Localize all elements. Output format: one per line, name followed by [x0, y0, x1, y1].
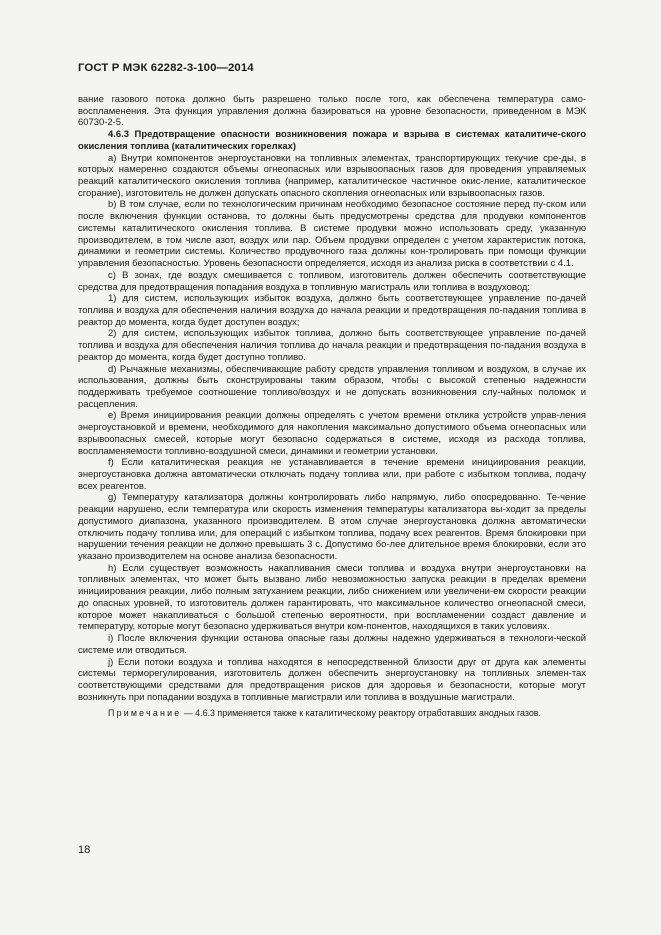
paragraph-g: g) Температуру катализатора должны контролировать либо напрямую, либо опосредованно. Те-чение реакции нарушено, если температура или скорость изменения температуры катализатора вы-ходит за пределы допустимого диапазона, указанного производителем. В этом случае энергоустановка должна автоматически отключить подачу топлива или, для операций с избытком топлива, подачу всех реагентов. Время блокировки при нарушении течения реакции не должно превышать 3 с. Допустимо бо-лее длительное время блокировки, если это указано производителем на основе анализа безопасности. — [78, 492, 586, 563]
document-body — [78, 94, 586, 720]
standard-header: ГОСТ Р МЭК 62282-3-100—2014 — [78, 62, 254, 74]
paragraph-a: a) Внутри компонентов энергоустановки на топливных элементах, транспортирующих текучие сре-ды, в которых намеренно создаются объемы огнеопасных или взрывоопасных газов для проведения управляемых реакций каталитического окисления топлива (например, каталитическое частичное окис-ление, каталитическое сгорание), изготовитель не должен допускать опасного скопления огнеопасных или взрывоопасных газов. — [78, 152, 586, 199]
paragraph-c: c) В зонах, где воздух смешивается с топливом, изготовитель должен обеспечить соответствующие средства для предотвращения попадания воздуха в топливную магистраль или топлива в воздуховод: — [78, 269, 586, 293]
paragraph-h: h) Если существует возможность накапливания смеси топлива и воздуха внутри энергоустановки на топливных элементах, что может быть вызвано либо невозможностью запуска реакции в пределах времени инициирования реакции, либо полным затуханием реакции, либо снижением или увеличени-ем скорости реакции до опасных уровней, то изготовитель должен гарантировать, что максимальное количество огнеопасной смеси, которое может накапливаться с большой степенью вероятности, при воспламенении создаст давление и температуру, которые могут безопасно удерживаться внутри ком-понентов, находящихся в таких условиях. — [78, 562, 586, 633]
paragraph-j: j) Если потоки воздуха и топлива находятся в непосредственной близости друг от друга как элементы системы терморегулирования, изготовитель должен обеспечить энергоустановку на топливных элемен-тах соответствующими средствами для предотвращения рисков для здоровья и безопасности, которые могут возникнуть при попадании воздуха в топливные магистрали или топлива в воздушные магистрали. — [78, 656, 586, 703]
paragraph-f: f) Если каталитическая реакция не устанавливается в течение времени инициирования реакции, энергоустановка должна автоматически отключать подачу топлива или, при работе с избытком топлива, подачу всех реагентов. — [78, 457, 586, 492]
note-label: Примечание — [108, 708, 182, 719]
note-text: — 4.6.3 применяется также к каталитическому реактору отработавших анодных газов. — [181, 708, 541, 719]
paragraph-e: e) Время инициирования реакции должны определять с учетом времени отклика устройств управ-ления энергоустановкой и времени, необходимого для накопления максимально допустимого объема огнеопасных или взрывоопасных смесей, которые могут безопасно содержаться в системе, исходя из расхода топлива, воспламеняемости топливно-воздушной смеси, динамики и геометрии установки. — [78, 410, 586, 457]
paragraph-c2: 2) для систем, использующих избыток топлива, должно быть соответствующее управление по-дачей топлива и воздуха для обеспечения наличия топлива до начала реакции и предотвращения по-падания воздуха в реактор до момента, когда будет доступно топливо. — [78, 328, 586, 363]
note — [78, 708, 586, 720]
section-heading: 4.6.3 Предотвращение опасности возникновения пожара и взрыва в системах каталитиче-ского окисления топлива (каталитических горелках) — [78, 129, 586, 152]
paragraph-d: d) Рычажные механизмы, обеспечивающие работу средств управления топливом и воздухом, в случае их использования, должны быть сконструированы таким образом, чтобы с высокой степенью надежности поддерживать требуемое соотношение топливо/воздух и не допускать возникновения слу-чайных поломок и расцепления. — [78, 363, 586, 410]
paragraph-i: i) После включения функции останова опасные газы должны надежно удерживаться в технологи-ческой системе или отводиться. — [78, 633, 586, 656]
paragraph-c1: 1) для систем, использующих избыток воздуха, должно быть соответствующее управление по-дачей топлива и воздуха для обеспечения наличия воздуха до начала реакции и предотвращения по-падания топлива в реактор до момента, когда будет доступен воздух; — [78, 293, 586, 328]
paragraph-b: b) В том случае, если по технологическим причинам необходимо безопасное состояние перед пу-ском или после включения функции останова, то должны быть предусмотрены средства для продувки компонентов системы каталитического окисления топлива. В системе продувки можно использовать среду, указанную производителем, в том числе азот, воздух или пар. Объем продувки определен с учетом характеристик потока, динамики и геометрии системы. Количество продувочного газа должны кон-тролировать при помощи функции управления безопасностью. Уровень безопасности определяется, исходя из анализа риска в соответствии с 4.1. — [78, 199, 586, 270]
page-number: 18 — [78, 844, 91, 856]
paragraph-continuation: вание газового потока должно быть разрешено только после того, как обеспечена температура само-воспламенения. Эта функция управления должна базироваться на уровне безопасности, приведенном в МЭК 60730-2-5. — [78, 94, 586, 129]
